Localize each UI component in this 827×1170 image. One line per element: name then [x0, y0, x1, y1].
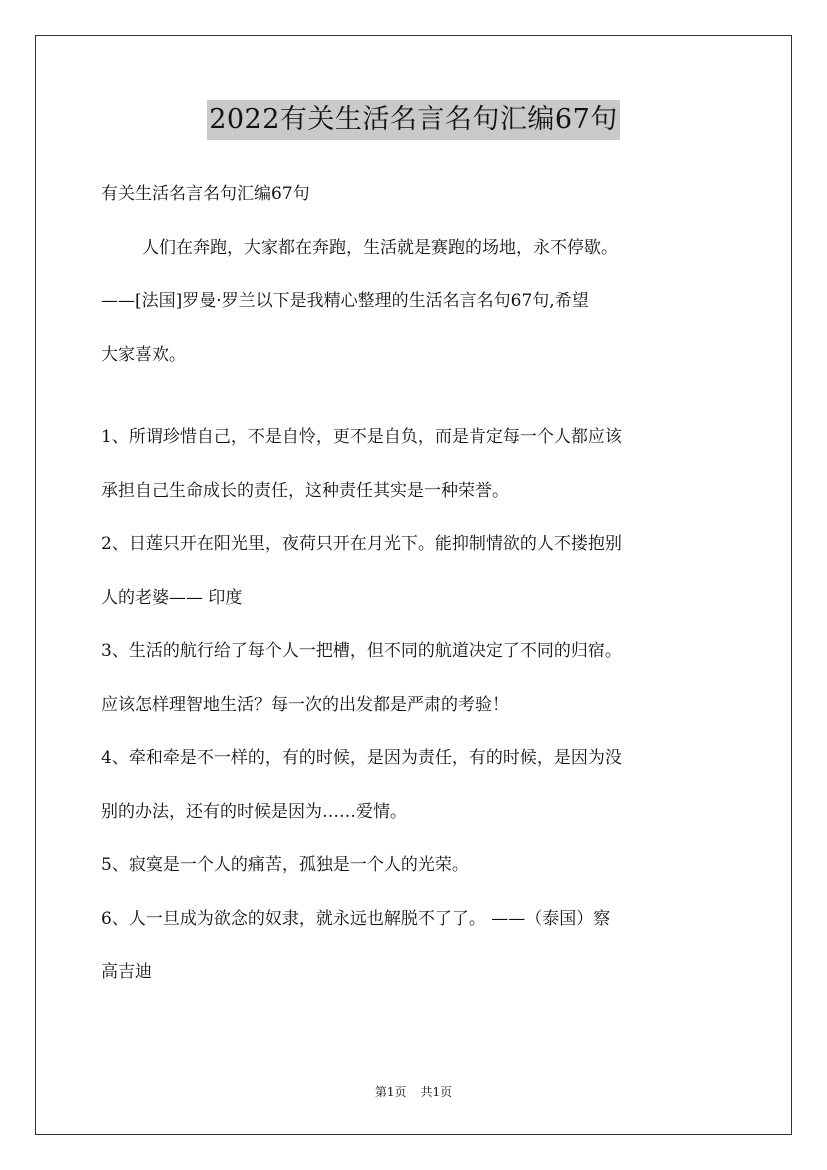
quote-line: 3、生活的航行给了每个人一把槽，但不同的航道决定了不同的归宿。 — [101, 641, 622, 661]
quote-line: 高吉迪 — [101, 962, 152, 982]
document-body — [101, 168, 751, 382]
intro-line: 大家喜欢。 — [101, 344, 186, 365]
quote-line: 1、所谓珍惜自己，不是自怜，更不是自负，而是肯定每一个人都应该 — [101, 427, 622, 447]
page-footer — [0, 1084, 827, 1100]
quote-line: 别的办法，还有的时候是因为……爱情。 — [101, 801, 407, 822]
quote-line: 4、牵和牵是不一样的，有的时候，是因为责任，有的时候，是因为没 — [101, 748, 622, 768]
intro-line: 人们在奔跑，大家都在奔跑，生活就是赛跑的场地，永不停歇。 — [142, 237, 618, 258]
page-total: 共1页 — [420, 1085, 453, 1099]
title-container — [0, 100, 827, 140]
quote-line: 应该怎样理智地生活？每一次的出发都是严肃的考验！ — [101, 694, 509, 715]
intro-line: ——[法国]罗曼·罗兰以下是我精心整理的生活名言名句67句,希望 — [101, 291, 589, 311]
quote-line: 人的老婆—— 印度 — [101, 587, 243, 608]
subtitle: 有关生活名言名句汇编67句 — [101, 184, 310, 204]
quote-list — [101, 411, 751, 1000]
page-number: 第1页 — [374, 1085, 407, 1099]
quote-line: 2、日莲只开在阳光里，夜荷只开在月光下。能抑制情欲的人不搂抱别 — [101, 534, 622, 554]
quote-line: 5、寂寞是一个人的痛苦，孤独是一个人的光荣。 — [101, 855, 469, 875]
quote-line: 承担自己生命成长的责任，这种责任其实是一种荣誉。 — [101, 480, 509, 501]
document-title: 2022有关生活名言名句汇编67句 — [207, 100, 620, 140]
quote-line: 6、人一旦成为欲念的奴隶，就永远也解脱不了了。 ——（泰国）察 — [101, 908, 611, 929]
